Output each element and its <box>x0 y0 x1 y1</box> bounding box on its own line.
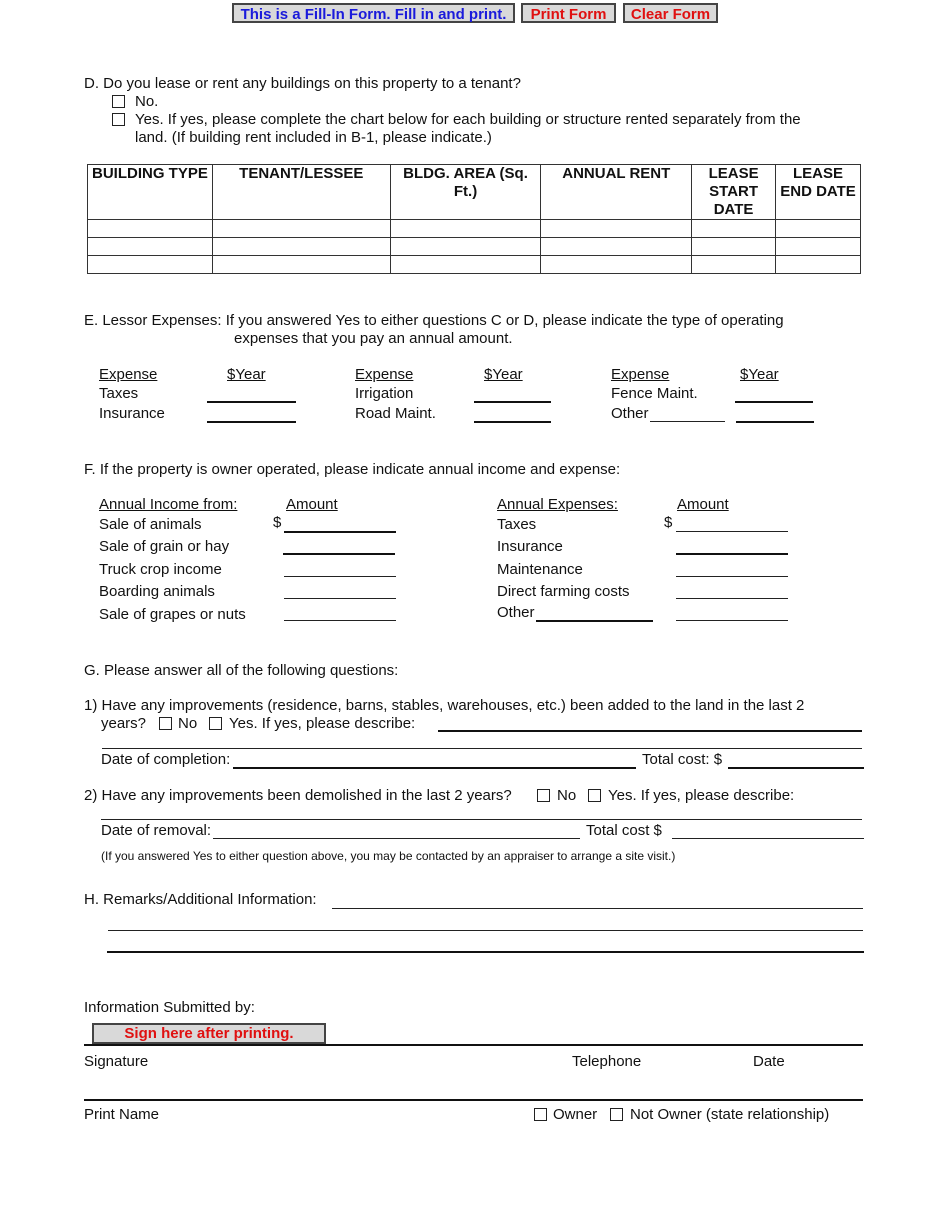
remarks-field-line2[interactable] <box>108 930 863 931</box>
header-lease-end-date: LEASE END DATE <box>776 165 861 220</box>
submitted-by-label: Information Submitted by: <box>84 999 255 1016</box>
expense-insurance: Insurance <box>99 405 165 422</box>
date-of-removal-label: Date of removal: <box>101 822 212 839</box>
print-name-line[interactable] <box>84 1099 863 1101</box>
section-d-question: D. Do you lease or rent any buildings on this property to a tenant? <box>84 75 521 92</box>
f-other-amount-field[interactable] <box>676 620 788 621</box>
table-header-row <box>88 165 861 220</box>
table-cell[interactable] <box>212 238 390 256</box>
sign-here-button[interactable]: Sign here after printing. <box>92 1023 326 1044</box>
sale-of-grain-field[interactable] <box>283 553 395 555</box>
q2-description-field[interactable] <box>101 819 862 820</box>
table-cell[interactable] <box>390 238 541 256</box>
lease-yes-checkbox[interactable] <box>112 113 125 126</box>
f-taxes-field[interactable] <box>676 531 788 532</box>
header-annual-rent: ANNUAL RENT <box>541 165 692 220</box>
header-tenant-lessee: TENANT/LESSEE <box>212 165 390 220</box>
remarks-field-line3[interactable] <box>107 951 864 953</box>
income-header: Annual Income from: <box>99 496 238 513</box>
date-of-removal-field[interactable] <box>213 838 580 839</box>
income-sale-of-animals: Sale of animals <box>99 516 202 533</box>
table-cell[interactable] <box>776 256 861 274</box>
table-row <box>88 238 861 256</box>
f-maintenance-field[interactable] <box>676 576 788 577</box>
road-maint-amount-field[interactable] <box>474 421 551 423</box>
sale-of-animals-field[interactable] <box>284 531 396 533</box>
q2-no-checkbox[interactable] <box>537 789 550 802</box>
q1-no-label: No <box>178 715 198 732</box>
insurance-amount-field[interactable] <box>207 421 296 423</box>
income-grapes-nuts: Sale of grapes or nuts <box>99 606 246 623</box>
date-of-completion-field[interactable] <box>233 767 636 769</box>
table-row <box>88 220 861 238</box>
q1-description-field[interactable] <box>438 730 862 732</box>
irrigation-amount-field[interactable] <box>474 401 551 403</box>
expense-header-1: Expense <box>99 366 158 383</box>
table-cell[interactable] <box>541 256 692 274</box>
table-cell[interactable] <box>88 256 213 274</box>
appraiser-note: (If you answered Yes to either question above, you may be contacted by an appraiser to arrange a site visit.) <box>101 849 676 863</box>
expenses-header: Annual Expenses: <box>497 496 618 513</box>
table-cell[interactable] <box>692 220 776 238</box>
table-cell[interactable] <box>88 238 213 256</box>
q1-yes-checkbox[interactable] <box>209 717 222 730</box>
other-expense-name-field[interactable] <box>650 421 725 422</box>
header-bldg-area: BLDG. AREA (Sq. Ft.) <box>390 165 541 220</box>
grapes-nuts-field[interactable] <box>284 620 396 621</box>
lease-yes-label: Yes. If yes, please complete the chart below for each building or structure rented separately from the <box>135 111 801 128</box>
table-cell[interactable] <box>390 220 541 238</box>
print-form-button[interactable]: Print Form <box>521 3 616 23</box>
table-cell[interactable] <box>390 256 541 274</box>
table-cell[interactable] <box>776 220 861 238</box>
expense-irrigation: Irrigation <box>355 385 414 402</box>
taxes-amount-field[interactable] <box>207 401 296 403</box>
table-cell[interactable] <box>776 238 861 256</box>
fill-in-form-button[interactable]: This is a Fill-In Form. Fill in and print. <box>232 3 515 23</box>
total-cost-1-label: Total cost: $ <box>642 751 723 768</box>
year-header-3: $Year <box>740 366 779 383</box>
lease-no-checkbox[interactable] <box>112 95 125 108</box>
expense-fence-maint: Fence Maint. <box>611 385 698 402</box>
income-truck-crop: Truck crop income <box>99 561 222 578</box>
remarks-field-line1[interactable] <box>332 908 863 909</box>
date-of-completion-label: Date of completion: <box>101 751 231 768</box>
fence-maint-amount-field[interactable] <box>735 401 813 403</box>
building-rental-table <box>87 164 861 274</box>
income-amount-header: Amount <box>286 496 338 513</box>
truck-crop-field[interactable] <box>284 576 396 577</box>
expense-header-3: Expense <box>611 366 670 383</box>
expense-road-maint: Road Maint. <box>355 405 436 422</box>
remarks-label: H. Remarks/Additional Information: <box>84 891 317 908</box>
table-cell[interactable] <box>88 220 213 238</box>
section-e-line1: E. Lessor Expenses: If you answered Yes to either questions C or D, please indicate the type of operating <box>84 312 784 329</box>
income-boarding-animals: Boarding animals <box>99 583 215 600</box>
not-owner-checkbox[interactable] <box>610 1108 623 1121</box>
expense-other: Other <box>611 405 649 422</box>
header-lease-start-date: LEASE START DATE <box>692 165 776 220</box>
total-cost-2-label: Total cost $ <box>586 822 662 839</box>
f-insurance-field[interactable] <box>676 553 788 555</box>
expense-f-direct-farming: Direct farming costs <box>497 583 630 600</box>
other-amount-field[interactable] <box>736 421 814 423</box>
q1-no-checkbox[interactable] <box>159 717 172 730</box>
q2-yes-label: Yes. If yes, please describe: <box>608 787 795 804</box>
income-dollar-sign: $ <box>273 514 282 531</box>
print-name-label: Print Name <box>84 1106 160 1123</box>
section-g-intro: G. Please answer all of the following questions: <box>84 662 399 679</box>
q1-description-field-line2[interactable] <box>102 748 862 749</box>
table-cell[interactable] <box>212 256 390 274</box>
table-cell[interactable] <box>541 238 692 256</box>
g-q1-line1: 1) Have any improvements (residence, barns, stables, warehouses, etc.) been added to the land in the last 2 <box>84 697 805 714</box>
expenses-amount-header: Amount <box>677 496 729 513</box>
clear-form-button[interactable]: Clear Form <box>623 3 718 23</box>
table-row <box>88 256 861 274</box>
table-cell[interactable] <box>692 256 776 274</box>
year-header-1: $Year <box>227 366 266 383</box>
signature-line[interactable] <box>84 1044 863 1046</box>
total-cost-1-field[interactable] <box>728 767 864 769</box>
telephone-label: Telephone <box>572 1053 642 1070</box>
q1-yes-label: Yes. If yes, please describe: <box>229 715 416 732</box>
signature-label: Signature <box>84 1053 149 1070</box>
header-building-type: BUILDING TYPE <box>88 165 213 220</box>
expense-header-2: Expense <box>355 366 414 383</box>
owner-label: Owner <box>553 1106 598 1123</box>
income-sale-of-grain: Sale of grain or hay <box>99 538 230 555</box>
g-q1-years: years? <box>101 715 147 732</box>
section-e-line2: expenses that you pay an annual amount. <box>234 330 513 347</box>
expense-f-insurance: Insurance <box>497 538 563 555</box>
not-owner-label: Not Owner (state relationship) <box>630 1106 830 1123</box>
table-cell[interactable] <box>692 238 776 256</box>
expense-f-taxes: Taxes <box>497 516 537 533</box>
section-f-question: F. If the property is owner operated, please indicate annual income and expense: <box>84 461 621 478</box>
expense-dollar-sign: $ <box>664 514 673 531</box>
date-label: Date <box>753 1053 785 1070</box>
year-header-2: $Year <box>484 366 523 383</box>
table-cell[interactable] <box>541 220 692 238</box>
lease-no-label: No. <box>135 93 159 110</box>
q2-no-label: No <box>557 787 577 804</box>
expense-f-maintenance: Maintenance <box>497 561 583 578</box>
expense-f-other: Other <box>497 604 535 621</box>
f-direct-farming-field[interactable] <box>676 598 788 599</box>
expense-taxes: Taxes <box>99 385 139 402</box>
owner-checkbox[interactable] <box>534 1108 547 1121</box>
table-cell[interactable] <box>212 220 390 238</box>
q2-yes-checkbox[interactable] <box>588 789 601 802</box>
lease-yes-label-line2: land. (If building rent included in B-1, please indicate.) <box>135 129 492 146</box>
g-q2: 2) Have any improvements been demolished in the last 2 years? <box>84 787 512 804</box>
boarding-animals-field[interactable] <box>284 598 396 599</box>
total-cost-2-field[interactable] <box>672 838 864 839</box>
f-other-name-field[interactable] <box>536 620 653 622</box>
